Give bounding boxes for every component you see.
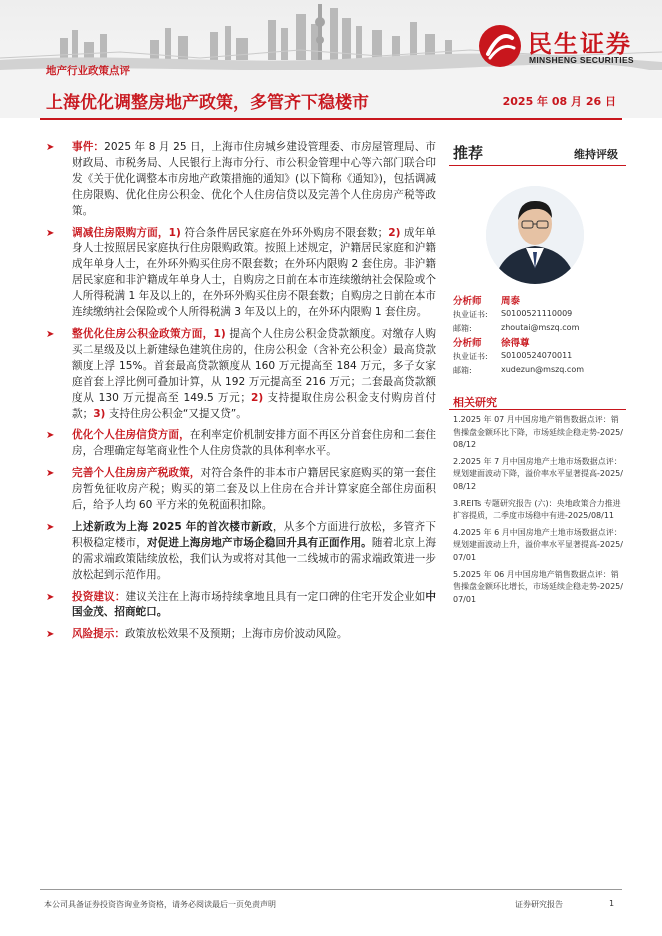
analyst-email-row bbox=[453, 364, 623, 378]
header-banner bbox=[0, 0, 662, 118]
email-label: 邮箱: bbox=[453, 323, 472, 333]
analyst-name: 周泰 bbox=[501, 296, 521, 307]
related-research-item[interactable]: 4.2025 年 6 月中国房地产土地市场数据点评：规划建面波动上升，溢价率水平显著提高-2025/07/01 bbox=[453, 527, 623, 562]
footer-disclaimer: 本公司具备证券投资咨询业务资格，请务必阅读最后一页免责声明 bbox=[44, 900, 276, 909]
body-text: 支持住房公积金“又提又贷”。 bbox=[105, 407, 247, 420]
lead-text: 风险提示： bbox=[72, 628, 125, 641]
cert-number: S0100524070011 bbox=[501, 351, 573, 360]
related-research-list bbox=[453, 414, 623, 610]
logo-english-name: MINSHENG SECURITIES bbox=[529, 55, 634, 65]
main-content bbox=[44, 140, 436, 649]
footer-divider bbox=[40, 889, 622, 890]
paragraph-property-tax bbox=[44, 466, 436, 514]
paragraph-housing-credit bbox=[44, 428, 436, 460]
lead-text: 整优化住房公积金政策方面， bbox=[72, 327, 214, 340]
analyst-name: 徐得尊 bbox=[501, 338, 530, 349]
analyst-email[interactable]: xudezun@mszq.com bbox=[501, 364, 585, 374]
cert-number: S0100521110009 bbox=[501, 309, 573, 318]
analyst-cert-row bbox=[453, 350, 623, 364]
page-number: 1 bbox=[609, 899, 615, 908]
lead-text: 优化个人住房信贷方面， bbox=[72, 429, 190, 442]
analyst-email-row bbox=[453, 322, 623, 336]
body-text: 对符合条件的非本市户籍居民家庭购买的第一套住房暂免征收房产税；购买的第二套及以上住房在合并计算家庭全部住房面积后，给予人均 60 平方米的免税面积扣除。 bbox=[72, 467, 437, 512]
body-text: 政策放松效果不及预期；上海市房价波动风险。 bbox=[124, 628, 348, 641]
body-text: 2025 年 8 月 25 日，上海市住房城乡建设管理委、市房屋管理局、市财政局、市税务局、人民银行上海市分行、市公积金管理中心等六部门联合印发《关于优化调整本市房地产政策措施的通知》(以下简称《通知》)，包括调减住房限购、优化住房公积金、优化个人住房信贷以及完善个人住房房产税等政策。 bbox=[72, 141, 437, 217]
report-title: 上海优化调整房地产政策，多管齐下稳楼市 bbox=[46, 93, 369, 113]
paragraph-purchase-limits bbox=[44, 226, 436, 321]
body-text: 随着北京上海的需求端政策陆续放松，我们认为或将对其他一二线城市的需求端政策进一步放松起到示范作用。 bbox=[72, 536, 437, 581]
logo-mark-icon bbox=[478, 24, 522, 68]
bullet-arrow-icon: ➤ bbox=[46, 591, 55, 603]
lead-text: 调减住房限购方面， bbox=[72, 226, 169, 239]
item-number: 2) bbox=[251, 391, 264, 404]
rating-label: 推荐 bbox=[453, 144, 484, 162]
minsheng-logo bbox=[478, 22, 648, 72]
rating-note: 维持评级 bbox=[574, 148, 618, 161]
related-research-item[interactable]: 3.REITs 专题研究报告 (六)：央地政策合力推进扩容提质，二季度市场稳中有进-2025/08/11 bbox=[453, 498, 621, 521]
body-text: 符合条件居民家庭在外环外购房不限套数； bbox=[180, 226, 389, 239]
bold-text: 上述新政为上海 2025 年的首次楼市新政 bbox=[72, 520, 273, 533]
related-research-item[interactable]: 2.2025 年 7 月中国房地产土地市场数据点评：规划建面波动下降，溢价率水平显著提高-2025/08/12 bbox=[453, 456, 623, 491]
related-research-item[interactable]: 1.2025 年 07 月中国房地产销售数据点评：销售操盘金额环比下降，市场延续企稳走势-2025/08/12 bbox=[453, 415, 623, 450]
analyst-name-row bbox=[453, 335, 623, 350]
bold-text: 对促进上海房地产市场企稳回升具有正面作用。 bbox=[146, 536, 372, 549]
paragraph-event bbox=[44, 140, 436, 220]
recommended-companies: 中国金茂、招商蛇口。 bbox=[72, 590, 436, 619]
related-research-item[interactable]: 5.2025 年 06 月中国房地产销售数据点评：销售操盘金额环比增长，市场延续企稳走势-2025/07/01 bbox=[453, 569, 623, 604]
email-label: 邮箱: bbox=[453, 365, 472, 375]
analyst-email[interactable]: zhoutai@mszq.com bbox=[501, 322, 580, 332]
side-panel bbox=[449, 136, 626, 604]
paragraph-provident-fund bbox=[44, 327, 436, 422]
bullet-arrow-icon: ➤ bbox=[46, 521, 55, 533]
body-text: 建议关注在上海市场持续拿地且具有一定口碑的住宅开发企业如 bbox=[125, 590, 426, 603]
item-number: 3) bbox=[93, 407, 106, 420]
analyst-cert-row bbox=[453, 308, 623, 322]
related-research-title: 相关研究 bbox=[453, 396, 497, 409]
lead-text: 投资建议： bbox=[72, 590, 126, 603]
item-number: 2) bbox=[388, 226, 401, 239]
body-text: ，从多个方面进行放松，多管齐下积极稳定楼市， bbox=[72, 520, 436, 549]
analyst-portrait-icon bbox=[486, 186, 584, 284]
bullet-arrow-icon: ➤ bbox=[46, 468, 55, 480]
logo-chinese-name: 民生证券 bbox=[528, 30, 632, 58]
footer-label: 证券研究报告 bbox=[515, 900, 563, 909]
paragraph-risk bbox=[44, 627, 436, 643]
item-number: 1) bbox=[213, 327, 226, 340]
cert-label: 执业证书: bbox=[453, 310, 488, 319]
paragraph-summary bbox=[44, 520, 436, 584]
analyst-list bbox=[453, 293, 623, 377]
lead-text: 完善个人住房房产税政策， bbox=[72, 467, 201, 480]
body-text: 提高个人住房公积金贷款额度。对缴存人购买二星级及以上新建绿色建筑住房的，住房公积金（含补充公积金）最高贷款额度上浮 15%。首套最高贷款额度从 160 万元提高至 184 万元，多子女家庭首套上浮比例可叠加计算，从 192 万元提高至 216 万元；二套最高贷款额度从 130 万元提高至 149.5 万元； bbox=[72, 327, 436, 404]
title-divider bbox=[40, 118, 622, 120]
body-text: 在利率定价机制安排方面不再区分首套住房和二套住房，合理确定每笔商业性个人住房贷款的具体利率水平。 bbox=[72, 429, 437, 458]
cert-label: 执业证书: bbox=[453, 352, 488, 361]
analyst-role: 分析师 bbox=[453, 338, 482, 349]
analyst-name-row bbox=[453, 293, 623, 308]
body-text: 成年单身人士按照居民家庭执行住房限购政策。按照上述规定，沪籍居民家庭和沪籍成年单身人士，在外环外购买住房不限套数；在外环内限购 2 套住房。非沪籍居民家庭和非沪籍成年单身人士，自购房之日前在本市连续缴纳社会保险或个人所得税满 1 年及以上的，在外环外购买住房不限套数；自购房之日前在本市连续缴纳社会保险或个人所得税满 3 年及以上的，在外环内限购 1 套住房。 bbox=[72, 226, 436, 319]
related-research-header bbox=[449, 392, 626, 410]
report-category: 地产行业政策点评 bbox=[46, 65, 130, 77]
item-number: 1) bbox=[168, 226, 181, 239]
bullet-arrow-icon: ➤ bbox=[46, 142, 55, 153]
bullet-arrow-icon: ➤ bbox=[46, 328, 55, 340]
rating-box bbox=[449, 136, 626, 166]
bullet-arrow-icon: ➤ bbox=[46, 629, 55, 641]
report-date: 2025 年 08 月 26 日 bbox=[502, 95, 616, 108]
bullet-arrow-icon: ➤ bbox=[46, 430, 55, 442]
analyst-photo bbox=[486, 186, 584, 284]
bullet-arrow-icon: ➤ bbox=[46, 227, 55, 239]
analyst-role: 分析师 bbox=[453, 296, 482, 307]
body-text: 支持提取住房公积金支付购房首付款； bbox=[72, 391, 436, 420]
lead-text: 事件： bbox=[72, 141, 105, 153]
paragraph-investment-advice bbox=[44, 590, 436, 622]
